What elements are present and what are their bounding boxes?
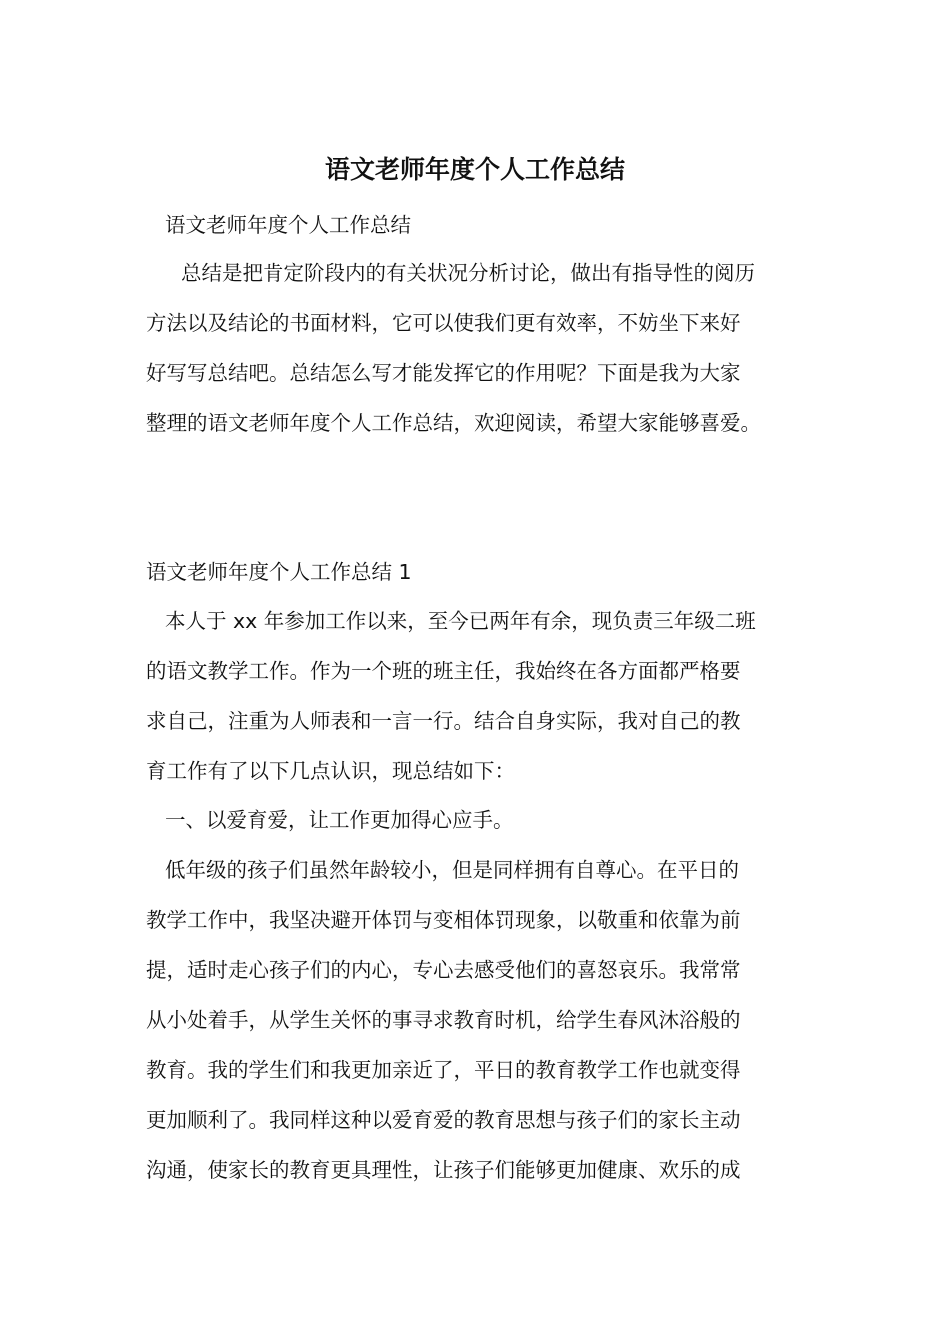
- intro-line: 好写写总结吧。总结怎么写才能发挥它的作用呢？下面是我为大家: [146, 361, 741, 385]
- point-heading: 一、以爱育爱，让工作更加得心应手。: [165, 808, 514, 832]
- paragraph-line: 沟通，使家长的教育更具理性，让孩子们能够更加健康、欢乐的成: [146, 1158, 741, 1182]
- paragraph-line: 求自己，注重为人师表和一言一行。结合自身实际，我对自己的教: [146, 709, 741, 733]
- paragraph-line: 教学工作中，我坚决避开体罚与变相体罚现象，以敬重和依靠为前: [146, 908, 741, 932]
- intro-line: 方法以及结论的书面材料，它可以使我们更有效率，不妨坐下来好: [146, 311, 741, 335]
- document-title: 语文老师年度个人工作总结: [324, 155, 625, 184]
- paragraph-line: 本人于 xx 年参加工作以来，至今已两年有余，现负责三年级二班: [165, 609, 756, 633]
- paragraph-line: 提，适时走心孩子们的内心，专心去感受他们的喜怒哀乐。我常常: [146, 958, 741, 982]
- document-subtitle: 语文老师年度个人工作总结: [165, 213, 411, 237]
- paragraph-line: 更加顺利了。我同样这种以爱育爱的教育思想与孩子们的家长主动: [146, 1108, 741, 1132]
- paragraph-line: 从小处着手，从学生关怀的事寻求教育时机，给学生春风沐浴般的: [146, 1008, 741, 1032]
- paragraph-line: 的语文教学工作。作为一个班的班主任，我始终在各方面都严格要: [146, 659, 741, 683]
- paragraph-line: 育工作有了以下几点认识，现总结如下：: [146, 759, 515, 783]
- intro-line: 总结是把肯定阶段内的有关状况分析讨论，做出有指导性的阅历: [181, 261, 755, 285]
- intro-line: 整理的语文老师年度个人工作总结，欢迎阅读，希望大家能够喜爱。: [146, 411, 761, 435]
- paragraph-line: 低年级的孩子们虽然年龄较小，但是同样拥有自尊心。在平日的: [165, 858, 739, 882]
- section-heading: 语文老师年度个人工作总结 1: [146, 560, 412, 584]
- paragraph-line: 教育。我的学生们和我更加亲近了，平日的教育教学工作也就变得: [146, 1058, 741, 1082]
